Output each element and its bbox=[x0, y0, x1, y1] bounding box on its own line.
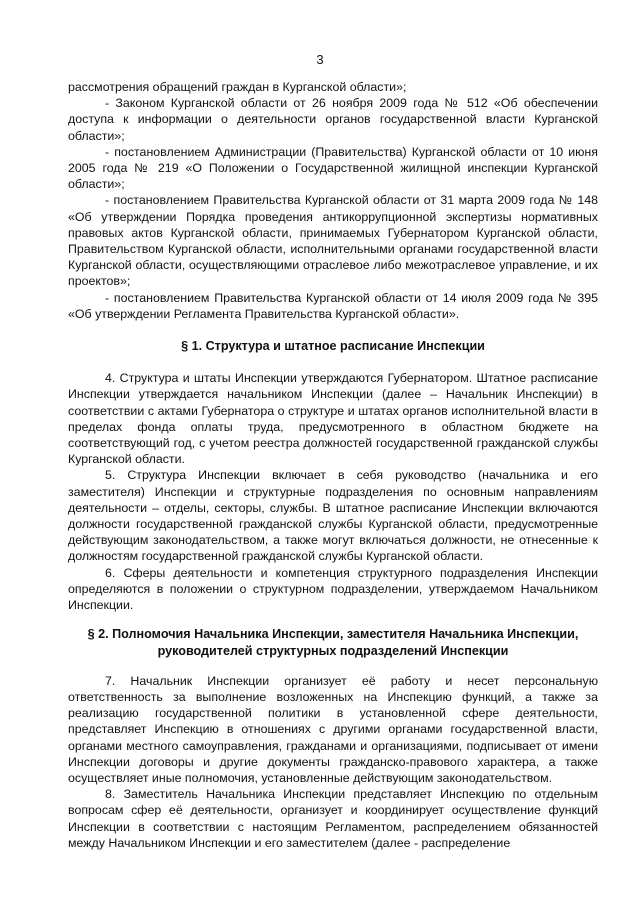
intro-list-item: - Законом Курганской области от 26 ноября 2009 года № 512 «Об обеспечении доступа к информации о деятельности органов государственной власти Курганской области»; bbox=[68, 96, 598, 143]
intro-list-item: - постановлением Правительства Курганской области от 14 июля 2009 года № 395 «Об утверждении Регламента Правительства Курганской области». bbox=[68, 290, 598, 321]
section-2-paragraph: 8. Заместитель Начальника Инспекции представляет Инспекцию по отдельным вопросам сфер её деятельности, организует и координирует осуществление функций Инспекции в соответствии с настоящим Регламентом, распределением обязанностей между Начальником Инспекции и его заместителем (далее - распределение bbox=[68, 787, 598, 850]
section-1-paragraph: 4. Структура и штаты Инспекции утверждаются Губернатором. Штатное расписание Инспекции утверждается начальником Инспекции (далее – Начальник Инспекции) в соответствии с актами Губернатора о структуре и штатах органов исполнительной власти в пределах фонда оплаты труда, предусмотренного в областном бюджете на соответствующий год, с учетом реестра должностей государственной гражданской службы Курганской области. bbox=[68, 371, 598, 467]
section-1-paragraph: 5. Структура Инспекции включает в себя руководство (начальника и его заместителя) Инспекции и структурные подразделения по основным направлениям деятельности – отделы, секторы, службы. В штатное расписание Инспекции включаются должности государственной гражданской службы Курганской области, предусмотренные действующим законодательством, а также могут включаться должности, не отнесенные к должностям государственной гражданской службы Курганской области. bbox=[68, 468, 598, 564]
intro-paragraph-continuation: рассмотрения обращений граждан в Курганской области»; bbox=[68, 80, 407, 94]
document-body bbox=[68, 79, 598, 851]
intro-list-item: - постановлением Администрации (Правительства) Курганской области от 10 июня 2005 года № 219 «О Положении о Государственной жилищной инспекции Курганской области»; bbox=[68, 144, 598, 192]
section-2-heading-line-2: руководителей структурных подразделений Инспекции bbox=[157, 643, 509, 658]
page-number: 3 bbox=[316, 52, 324, 67]
section-1-heading: § 1. Структура и штатное расписание Инспекции bbox=[181, 339, 485, 354]
section-2-paragraph: 7. Начальник Инспекции организует её работу и несет персональную ответственность за выполнение возложенных на Инспекцию функций, а также за реализацию государственной политики в установленной сфере деятельности, представляет Инспекцию в отношениях с другими органами государственной власти, органами местного самоуправления, гражданами и организациями, подписывает от имени Инспекции договоры и другие документы гражданско-правового характера, а также осуществляет иные полномочия, установленные действующим законодательством. bbox=[68, 673, 598, 785]
section-2-heading-line-1: § 2. Полномочия Начальника Инспекции, заместителя Начальника Инспекции, bbox=[87, 627, 579, 642]
section-1-paragraph: 6. Сферы деятельности и компетенция структурного подразделения Инспекции определяются в положении о структурном подразделении, утверждаемом Начальником Инспекции. bbox=[68, 565, 598, 613]
intro-list-item: - постановлением Правительства Курганской области от 31 марта 2009 года № 148 «Об утверждении Порядка проведения антикоррупционной экспертизы нормативных правовых актов Курганской области, принимаемых Губернатором Курганской области, Правительством Курганской области, исполнительными органами государственной власти Курганской области, осуществляющими отраслевое либо межотраслевое управление, и их проектов»; bbox=[68, 193, 598, 289]
section-2-heading bbox=[68, 626, 598, 658]
